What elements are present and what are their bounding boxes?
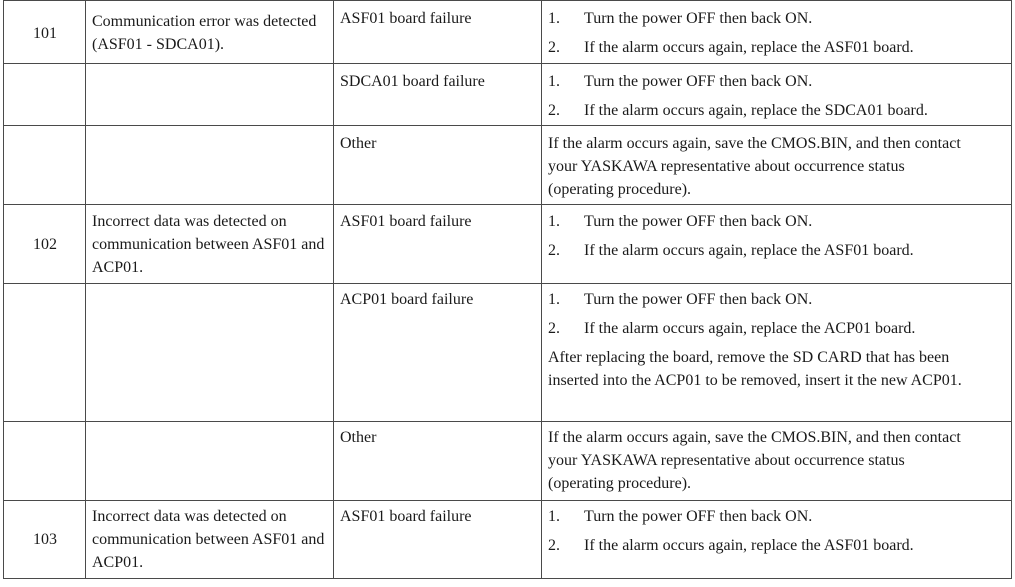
step-number: 2.	[548, 39, 560, 56]
remedy-text: If the alarm occurs again, save the CMOS.BIN, and then contact your YASKAWA representative about occurrence status (operating procedure).	[548, 429, 961, 492]
meaning-cell	[85, 421, 333, 500]
meaning-text: Incorrect data was detected on communication between ASF01 and ACP01.	[92, 508, 325, 571]
alarm-code-cell	[3, 500, 85, 578]
cause-text: ASF01 board failure	[340, 213, 472, 230]
remedy-cell	[541, 63, 1012, 125]
step-text: If the alarm occurs again, replace the ASF01 board.	[584, 537, 914, 554]
table-row	[3, 204, 1012, 283]
table-divider	[3, 500, 1012, 501]
alarm-code-cell	[3, 0, 85, 63]
step-text: Turn the power OFF then back ON.	[584, 73, 813, 90]
meaning-text: Communication error was detected (ASF01 - SDCA01).	[92, 13, 317, 53]
remedy-note: After replacing the board, remove the SD CARD that has been inserted into the ACP01 to be removed, insert it the new ACP01.	[548, 349, 962, 389]
step-number: 1.	[548, 213, 560, 230]
step-number: 1.	[548, 508, 560, 525]
table-row	[3, 0, 1012, 63]
alarm-code-cell	[3, 63, 85, 125]
meaning-cell	[85, 204, 333, 283]
cause-text: ASF01 board failure	[340, 508, 472, 525]
step-number: 1.	[548, 10, 560, 27]
step-number: 2.	[548, 242, 560, 259]
cause-cell	[333, 0, 541, 63]
meaning-cell	[85, 0, 333, 63]
cause-cell	[333, 63, 541, 125]
step-text: If the alarm occurs again, replace the ASF01 board.	[584, 242, 914, 259]
table-divider	[3, 578, 1012, 579]
step-text: Turn the power OFF then back ON.	[584, 213, 813, 230]
alarm-code: 102	[33, 236, 57, 253]
remedy-cell	[541, 125, 1012, 204]
step-text: If the alarm occurs again, replace the ACP01 board.	[584, 320, 916, 337]
table-row	[3, 63, 1012, 125]
remedy-cell	[541, 283, 1012, 421]
remedy-cell	[541, 204, 1012, 283]
alarm-code-cell	[3, 204, 85, 283]
remedy-cell	[541, 421, 1012, 500]
meaning-cell	[85, 63, 333, 125]
table-divider	[3, 283, 1012, 284]
cause-cell	[333, 283, 541, 421]
cause-cell	[333, 204, 541, 283]
cause-text: SDCA01 board failure	[340, 73, 485, 90]
step-number: 1.	[548, 73, 560, 90]
table-divider	[3, 125, 1012, 126]
step-text: If the alarm occurs again, replace the ASF01 board.	[584, 39, 914, 56]
alarm-code-cell	[3, 421, 85, 500]
step-number: 2.	[548, 537, 560, 554]
alarm-code-cell	[3, 283, 85, 421]
meaning-cell	[85, 500, 333, 578]
cause-text: ASF01 board failure	[340, 10, 472, 27]
alarm-code: 101	[33, 25, 57, 42]
cause-text: Other	[340, 135, 377, 152]
remedy-text: If the alarm occurs again, save the CMOS.BIN, and then contact your YASKAWA representative about occurrence status (operating procedure).	[548, 135, 961, 198]
meaning-text: Incorrect data was detected on communication between ASF01 and ACP01.	[92, 213, 325, 276]
table-divider	[3, 421, 1012, 422]
step-number: 2.	[548, 102, 560, 119]
cause-text: Other	[340, 429, 377, 446]
table-row	[3, 421, 1012, 500]
table-row	[3, 125, 1012, 204]
meaning-cell	[85, 283, 333, 421]
table-divider	[3, 63, 1012, 64]
step-text: If the alarm occurs again, replace the SDCA01 board.	[584, 102, 928, 119]
cause-text: ACP01 board failure	[340, 291, 474, 308]
step-number: 2.	[548, 320, 560, 337]
alarm-code-cell	[3, 125, 85, 204]
meaning-cell	[85, 125, 333, 204]
alarm-code: 103	[33, 531, 57, 548]
step-number: 1.	[548, 291, 560, 308]
step-text: Turn the power OFF then back ON.	[584, 291, 813, 308]
table-row	[3, 283, 1012, 421]
cause-cell	[333, 421, 541, 500]
table-row	[3, 500, 1012, 578]
step-text: Turn the power OFF then back ON.	[584, 10, 813, 27]
step-text: Turn the power OFF then back ON.	[584, 508, 813, 525]
remedy-cell	[541, 0, 1012, 63]
remedy-cell	[541, 500, 1012, 578]
table-divider	[3, 204, 1012, 205]
cause-cell	[333, 500, 541, 578]
cause-cell	[333, 125, 541, 204]
table-divider	[3, 0, 1012, 1]
